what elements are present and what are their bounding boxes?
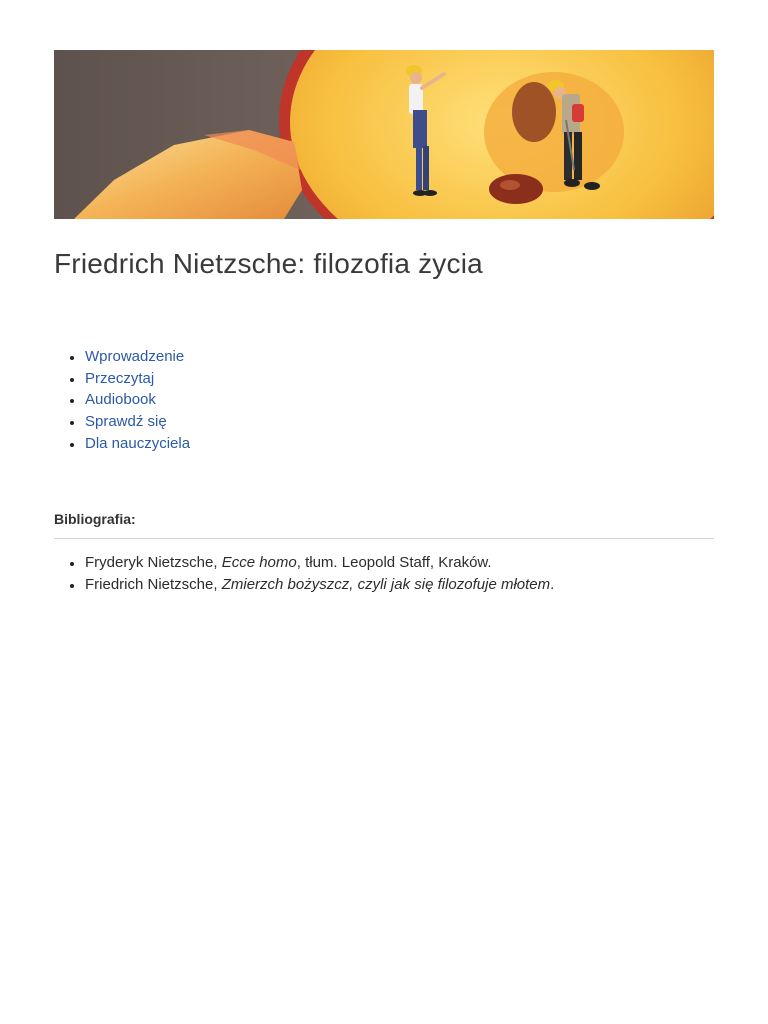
bibliography-entry [85,552,554,574]
nav-link-wprowadzenie[interactable]: Wprowadzenie [85,348,185,365]
nav-item-przeczytaj [85,368,190,390]
nav-item-wprowadzenie [85,346,190,368]
section-nav [54,346,190,454]
bibliography-heading: Bibliografia: [54,511,136,527]
page-title: Friedrich Nietzsche: filozofia życia [54,248,483,279]
nav-item-sprawdz-sie [85,411,190,433]
entry-author: Friedrich Nietzsche, [85,576,222,593]
bibliography-entry [85,574,554,596]
nav-item-audiobook [85,389,190,411]
nav-link-sprawdz-sie[interactable]: Sprawdź się [85,413,167,431]
nav-link-dla-nauczyciela[interactable]: Dla nauczyciela [85,434,191,452]
entry-author: Fryderyk Nietzsche, [85,554,222,571]
nav-item-dla-nauczyciela [85,433,190,455]
banner-image [54,50,714,219]
nav-link-przeczytaj[interactable]: Przeczytaj [85,369,155,387]
bibliography-list [54,552,554,596]
entry-title: Ecce homo [221,554,297,571]
entry-details: . [550,576,555,593]
bibliography-divider [54,538,714,539]
banner-illustration [54,50,714,219]
entry-details: , tłum. Leopold Staff, Kraków. [296,554,492,571]
entry-title: Zmierzch bożyszcz, czyli jak się filozofuje młotem [221,576,551,593]
nav-link-audiobook[interactable]: Audiobook [85,391,156,409]
